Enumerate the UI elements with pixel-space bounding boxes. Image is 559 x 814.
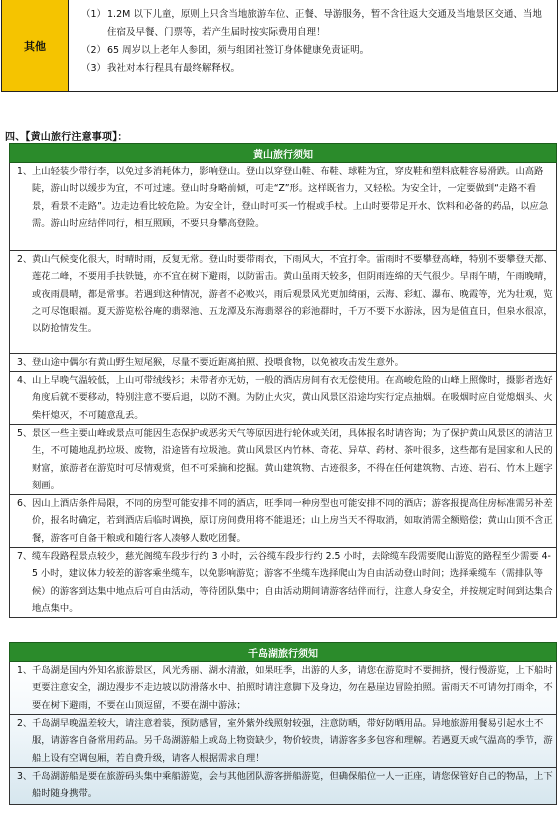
notice-text: 千岛湖是国内外知名旅游景区，风光秀丽、湖水清澈，如果旺季，出游的人多，请您在游览时不要拥挤，慢行慢游览，上下船时更要注意安全，湖边漫步不走边坡以防滑落水中、拍照时请注意脚下及身边，勿在悬崖边冒险拍照。雷雨天不可请勿打雨伞，不要在树下避雨，不要在山顶逗留，不要在湖中游泳；: [32, 665, 553, 711]
notice-row: [10, 715, 556, 768]
other-item: [77, 60, 549, 78]
notice-text: 登山途中偶尔有黄山野生短尾猴，尽量不要近距离拍照、投喂食物，以免被攻击发生意外。: [32, 357, 404, 368]
qiandaohu-rows: [9, 662, 557, 805]
notice-index: 1、: [17, 665, 33, 676]
notice-row: [10, 251, 556, 354]
huangshan-panel: [9, 143, 557, 618]
other-label: 其他: [2, 0, 69, 91]
notice-index: 2、: [17, 254, 33, 265]
notice-row: [10, 768, 556, 805]
huangshan-rows: [9, 163, 557, 618]
notice-text: 黄山气候变化很大，时晴时雨，反复无常。登山时要带雨衣，下雨风大，不宜打伞。雷雨时不要攀登高峰，特别不要攀登天都、莲花二峰，不要用手扶铁链，亦不宜在树下避雨，以防雷击。黄山虽雨天较多，但阴雨连绵的天气很少。早雨午晴，午雨晚晴，或夜雨晨晴，都是常事。若遇到这种情况，游者不必败兴，雨后观景风光更加绮丽，云海、彩虹、瀑布、晚霞等，光为壮观，览之可尽饱眼福。夏天游览松谷庵的翡翠池、五龙潭及东海翡翠谷的彩池群时，千万不要下水游泳，因为是值直日，但泉水很凉，以防抢情发生。: [32, 254, 553, 335]
notice-index: 7、: [17, 551, 33, 562]
notice-index: 3、: [17, 771, 33, 782]
notice-text: 因山上酒店条件局限，不同的房型可能安排不同的酒店，旺季同一种房型也可能安排不同的酒店；游客报提高住房标准需另补差价，报名时确定，若到酒店后临时调换，原订房间费用将不能退还；山上房当天不得取消，如取消需全额赔偿；黄山山顶不含正餐，游客可自备干粮或和随行客人凑够人数吃团餐。: [32, 498, 553, 544]
other-items: [69, 0, 557, 91]
notice-index: 6、: [17, 498, 33, 509]
notice-row: [10, 548, 556, 618]
notice-text: 上山轻装少带行李，以免过多消耗体力，影响登山。登山以穿登山鞋、布鞋、球鞋为宜，穿皮鞋和塑料底鞋容易滑跌。山高路陡，游山时以缓步为宜，不可过速。登山时身略前倾，可走“Z”形。这样既省力，又轻松。为安全计，一定要做到“走路不看景，看景不走路”。边走边看比较危险。为安全计，登山时可买一竹棍或手杖。上山时要带足开水、饮料和必备的药品，以应急需。游山时应结伴同行，相互照顾，不要只身攀高登险。: [32, 166, 549, 229]
notice-text: 山上早晚气温较低，上山可带绒线衫；未带者亦无妨，一般的酒店房间有衣无偿使用。在高峻危险的山峰上照像时，摄影者选好角度后就不要移动，特别注意不要后退，以防不测。为防止火灾，黄山风景区沿途均实行定点抽烟。在吸烟时应自觉熄烟头、火柴杆熄灭，不可随意乱丢。: [32, 375, 553, 421]
notice-row: [10, 372, 556, 425]
other-item: [77, 6, 549, 42]
other-item-num: （2）: [81, 45, 107, 56]
other-item-text: 1.2M 以下儿童，原则上只含当地旅游车位、正餐、导游服务，暂不含往返大交通及当地景区交通、当地住宿及早餐、门票等，若产生届时按实际费用自理！: [107, 9, 542, 38]
notice-row: [10, 163, 556, 251]
notice-text: 千岛湖游船是要在旅游码头集中乘船游览，会与其他团队游客拼船游览，但确保船位一人一正座，请您保管好自己的物品，上下船时随身携带。: [32, 771, 553, 800]
notice-text: 千岛湖早晚温差较大，请注意着装，预防感冒，室外紫外线照射较强，注意防晒，带好防晒用品。异地旅游用餐易引起水土不服，请游客自备常用药品。另千岛湖游船上或岛上物资缺少，物价较贵，请游客多多包容和理解。若遇夏天或气温高的季节，游船上设有空调包厢，若自费升级，请客人根据需求自理！: [32, 718, 553, 764]
notice-index: 5、: [17, 428, 33, 439]
other-item-num: （3）: [81, 63, 107, 74]
qiandaohu-panel: [9, 642, 557, 805]
notice-index: 4、: [17, 375, 33, 386]
notice-row: [10, 495, 556, 548]
notice-text: 缆车段路程景点较少，慈光阁缆车段步行约 3 小时，云谷缆车段步行约 2.5 小时，去除缆车段需要爬山游览的路程至少需要 4-5 小时，建议体力较差的游客乘坐缆车，以免影响游览；游客不坐缆车选择爬山为自由活动登山时间；选择乘缆车（需排队等候）的游客到达集中地点后可自由活动，等待团队集中；自由活动期间请游客结伴而行，注意人身安全，并按规定时间到达集合地点集中。: [32, 551, 553, 614]
notice-row: [10, 354, 556, 372]
section-title: 四、【黄山旅行注意事项】：: [5, 132, 128, 143]
other-item-num: （1）: [81, 9, 107, 20]
other-item-text: 我社对本行程具有最终解释权。: [107, 63, 241, 74]
notice-row: [10, 662, 556, 715]
other-item-text: 65 周岁以上老年人参团，须与组团社签订身体健康免责证明。: [107, 45, 370, 56]
qiandaohu-header: 千岛湖旅行须知: [9, 642, 557, 662]
other-info-table: [1, 0, 558, 92]
notice-index: 3、: [17, 357, 33, 368]
huangshan-header: 黄山旅行须知: [9, 143, 557, 163]
other-item: [77, 42, 549, 60]
notice-index: 2、: [17, 718, 33, 729]
notice-text: 景区一些主要山峰或景点可能因生态保护或恶劣天气等原因进行轮休或关闭，具体报名时请咨询；为了保护黄山风景区的清洁卫生，不可随地乱扔垃圾、废物，沿途皆有垃圾池。黄山风景区内竹林、奇花、异草、药材、茶叶很多，这些都有是国家和人民的财富，旅游者在游览时可尽情观赏，但不可采摘和挖掘。黄山建筑物、古迹很多，不得在任何建筑物、古迹、岩石、竹木上题字刻画。: [32, 428, 553, 491]
notice-index: 1、: [17, 166, 33, 177]
notice-row: [10, 425, 556, 495]
